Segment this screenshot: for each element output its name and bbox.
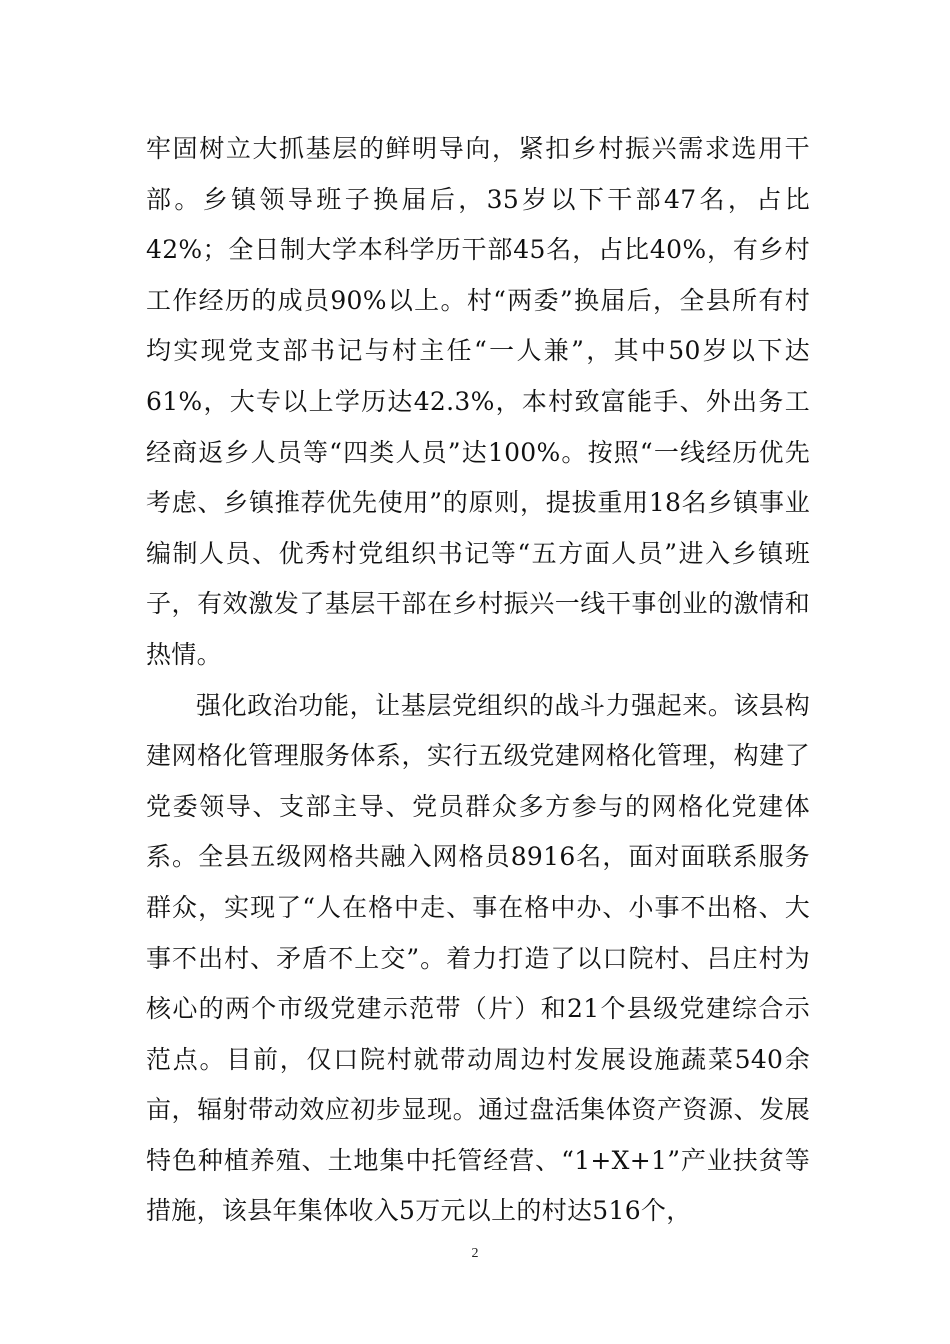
paragraph-2: 强化政治功能，让基层党组织的战斗力强起来。该县构建网格化管理服务体系，实行五级党建网格化管理，构建了党委领导、支部主导、党员群众多方参与的网格化党建体系。全县五级网格共融入网格员8916名，面对面联系服务群众，实现了“人在格中走、事在格中办、小事不出格、大事不出村、矛盾不上交”。着力打造了以口院村、吕庄村为核心的两个市级党建示范带（片）和21个县级党建综合示范点。目前，仅口院村就带动周边村发展设施蔬菜540余亩，辐射带动效应初步显现。通过盘活集体资产资源、发展特色种植养殖、土地集中托管经营、“1+X+1”产业扶贫等措施，该县年集体收入5万元以上的村达516个， bbox=[146, 690, 810, 1226]
page-number: 2 bbox=[471, 1246, 479, 1261]
document-body bbox=[146, 124, 810, 1237]
paragraph-1: 牢固树立大抓基层的鲜明导向，紧扣乡村振兴需求选用干部。乡镇领导班子换届后，35岁以下干部47名，占比42%；全日制大学本科学历干部45名，占比40%，有乡村工作经历的成员90%以上。村“两委”换届后，全县所有村均实现党支部书记与村主任“一人兼”，其中50岁以下达61%，大专以上学历达42.3%，本村致富能手、外出务工经商返乡人员等“四类人员”达100%。按照“一线经历优先考虑、乡镇推荐优先使用”的原则，提拔重用18名乡镇事业编制人员、优秀村党组织书记等“五方面人员”进入乡镇班子，有效激发了基层干部在乡村振兴一线干事创业的激情和热情。 bbox=[146, 134, 810, 669]
